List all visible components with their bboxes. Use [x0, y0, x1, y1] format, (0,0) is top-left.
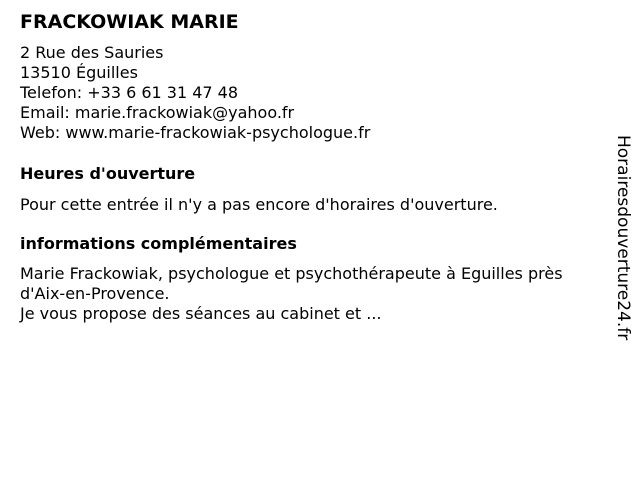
email-address: Email: marie.frackowiak@yahoo.fr [20, 103, 295, 122]
opening-hours-heading: Heures d'ouverture [20, 164, 196, 183]
listing-card [20, 10, 590, 324]
additional-info-line-1: Marie Frackowiak, psychologue et psychothérapeute à Eguilles près d'Aix-en-Provence. [20, 264, 563, 303]
opening-hours-text: Pour cette entrée il n'y a pas encore d'horaires d'ouverture. [20, 195, 498, 214]
city-postal-code: 13510 Éguilles [20, 63, 138, 82]
site-brand-watermark: Horairesdouverture24.fr [613, 135, 633, 341]
business-name: FRACKOWIAK MARIE [20, 11, 239, 33]
additional-info-text [20, 264, 590, 324]
additional-info-line-2: Je vous propose des séances au cabinet et ... [20, 304, 382, 323]
phone-number: Telefon: +33 6 61 31 47 48 [20, 83, 239, 102]
street-address: 2 Rue des Sauries [20, 43, 164, 62]
additional-info-heading: informations complémentaires [20, 234, 297, 253]
website-address: Web: www.marie-frackowiak-psychologue.fr [20, 123, 371, 142]
